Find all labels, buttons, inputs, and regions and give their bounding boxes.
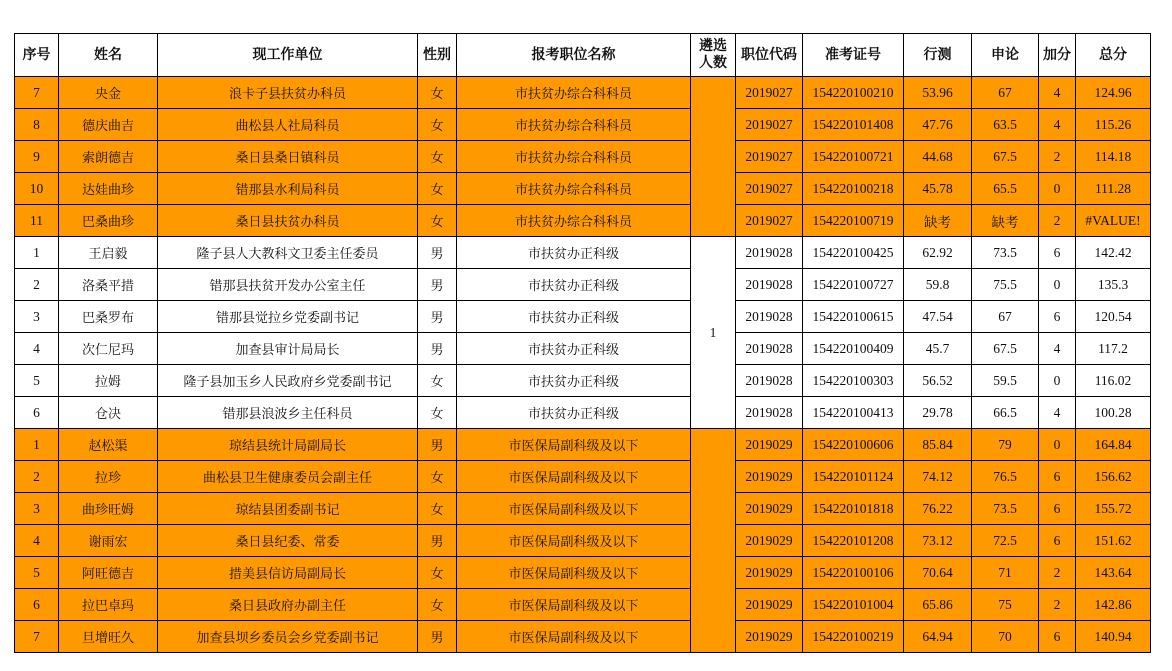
row-position: 市扶贫办正科级 — [457, 333, 691, 365]
row-position: 市扶贫办综合科科员 — [457, 205, 691, 237]
row-position-code: 2019029 — [736, 461, 803, 493]
row-workplace: 加查县坝乡委员会乡党委副书记 — [158, 621, 418, 653]
row-name: 仓决 — [59, 397, 158, 429]
row-ticket-number: 154220100615 — [803, 301, 904, 333]
row-position-code: 2019027 — [736, 141, 803, 173]
exam-results-table — [14, 33, 1151, 653]
row-position: 市扶贫办正科级 — [457, 365, 691, 397]
selection-count-cell — [691, 77, 736, 237]
row-essay-score: 63.5 — [972, 109, 1039, 141]
row-name: 阿旺德吉 — [59, 557, 158, 589]
row-aptitude-score: 缺考 — [904, 205, 972, 237]
row-gender: 女 — [418, 397, 457, 429]
row-aptitude-score: 64.94 — [904, 621, 972, 653]
row-essay-score: 70 — [972, 621, 1039, 653]
row-position: 市扶贫办综合科科员 — [457, 77, 691, 109]
row-index: 6 — [15, 397, 59, 429]
row-total: 143.64 — [1076, 557, 1151, 589]
row-aptitude-score: 45.7 — [904, 333, 972, 365]
row-ticket-number: 154220100721 — [803, 141, 904, 173]
table-row — [15, 301, 1151, 333]
row-position: 市扶贫办综合科科员 — [457, 109, 691, 141]
row-workplace: 桑日县扶贫办科员 — [158, 205, 418, 237]
row-gender: 女 — [418, 109, 457, 141]
row-position: 市扶贫办综合科科员 — [457, 173, 691, 205]
row-position-code: 2019028 — [736, 269, 803, 301]
row-position-code: 2019028 — [736, 333, 803, 365]
row-gender: 女 — [418, 141, 457, 173]
row-name: 次仁尼玛 — [59, 333, 158, 365]
row-workplace: 桑日县政府办副主任 — [158, 589, 418, 621]
row-position-code: 2019029 — [736, 525, 803, 557]
row-essay-score: 73.5 — [972, 493, 1039, 525]
table-row — [15, 589, 1151, 621]
row-name: 洛桑平措 — [59, 269, 158, 301]
row-position: 市医保局副科级及以下 — [457, 525, 691, 557]
row-name: 谢雨宏 — [59, 525, 158, 557]
row-position: 市医保局副科级及以下 — [457, 589, 691, 621]
row-position: 市医保局副科级及以下 — [457, 429, 691, 461]
row-bonus: 6 — [1039, 493, 1076, 525]
header-selection-line1: 遴选 — [699, 38, 727, 54]
row-position: 市医保局副科级及以下 — [457, 493, 691, 525]
row-position: 市医保局副科级及以下 — [457, 621, 691, 653]
row-workplace: 错那县水利局科员 — [158, 173, 418, 205]
row-position: 市扶贫办正科级 — [457, 237, 691, 269]
row-bonus: 2 — [1039, 141, 1076, 173]
row-gender: 女 — [418, 493, 457, 525]
row-position-code: 2019029 — [736, 493, 803, 525]
row-bonus: 0 — [1039, 173, 1076, 205]
row-gender: 男 — [418, 301, 457, 333]
row-aptitude-score: 85.84 — [904, 429, 972, 461]
row-gender: 女 — [418, 365, 457, 397]
row-aptitude-score: 74.12 — [904, 461, 972, 493]
row-name: 拉巴卓玛 — [59, 589, 158, 621]
row-index: 7 — [15, 621, 59, 653]
row-position-code: 2019029 — [736, 621, 803, 653]
row-essay-score: 59.5 — [972, 365, 1039, 397]
row-aptitude-score: 47.76 — [904, 109, 972, 141]
row-position-code: 2019027 — [736, 173, 803, 205]
header-essay: 申论 — [972, 34, 1039, 77]
header-position: 报考职位名称 — [457, 34, 691, 77]
row-workplace: 桑日县桑日镇科员 — [158, 141, 418, 173]
row-ticket-number: 154220100413 — [803, 397, 904, 429]
row-index: 4 — [15, 333, 59, 365]
row-ticket-number: 154220100719 — [803, 205, 904, 237]
row-bonus: 6 — [1039, 461, 1076, 493]
row-gender: 女 — [418, 589, 457, 621]
row-gender: 男 — [418, 429, 457, 461]
row-ticket-number: 154220100210 — [803, 77, 904, 109]
row-total: 142.42 — [1076, 237, 1151, 269]
row-name: 德庆曲吉 — [59, 109, 158, 141]
row-aptitude-score: 47.54 — [904, 301, 972, 333]
table-row — [15, 141, 1151, 173]
row-name: 拉姆 — [59, 365, 158, 397]
row-position-code: 2019028 — [736, 365, 803, 397]
row-total: 164.84 — [1076, 429, 1151, 461]
row-position-code: 2019029 — [736, 429, 803, 461]
header-total: 总分 — [1076, 34, 1151, 77]
row-gender: 男 — [418, 621, 457, 653]
row-ticket-number: 154220100303 — [803, 365, 904, 397]
row-essay-score: 79 — [972, 429, 1039, 461]
row-workplace: 曲松县人社局科员 — [158, 109, 418, 141]
row-position-code: 2019027 — [736, 205, 803, 237]
row-gender: 女 — [418, 77, 457, 109]
row-gender: 男 — [418, 269, 457, 301]
table-row — [15, 397, 1151, 429]
row-aptitude-score: 70.64 — [904, 557, 972, 589]
header-name: 姓名 — [59, 34, 158, 77]
header-row — [15, 34, 1151, 77]
row-gender: 女 — [418, 461, 457, 493]
row-bonus: 0 — [1039, 429, 1076, 461]
row-position-code: 2019027 — [736, 109, 803, 141]
row-gender: 男 — [418, 333, 457, 365]
row-aptitude-score: 29.78 — [904, 397, 972, 429]
row-gender: 女 — [418, 173, 457, 205]
row-ticket-number: 154220101004 — [803, 589, 904, 621]
table-row — [15, 365, 1151, 397]
row-total: 117.2 — [1076, 333, 1151, 365]
row-position: 市扶贫办正科级 — [457, 301, 691, 333]
row-position: 市扶贫办正科级 — [457, 269, 691, 301]
table-row — [15, 173, 1151, 205]
row-aptitude-score: 56.52 — [904, 365, 972, 397]
row-workplace: 隆子县加玉乡人民政府乡党委副书记 — [158, 365, 418, 397]
row-workplace: 曲松县卫生健康委员会副主任 — [158, 461, 418, 493]
row-name: 巴桑曲珍 — [59, 205, 158, 237]
row-aptitude-score: 73.12 — [904, 525, 972, 557]
row-name: 拉珍 — [59, 461, 158, 493]
row-workplace: 错那县浪波乡主任科员 — [158, 397, 418, 429]
row-essay-score: 75 — [972, 589, 1039, 621]
row-bonus: 6 — [1039, 525, 1076, 557]
row-total: 155.72 — [1076, 493, 1151, 525]
table-body — [15, 77, 1151, 653]
header-selection-count — [691, 34, 736, 77]
row-workplace: 措美县信访局副局长 — [158, 557, 418, 589]
row-index: 5 — [15, 557, 59, 589]
row-index: 2 — [15, 269, 59, 301]
table-row — [15, 525, 1151, 557]
row-essay-score: 67 — [972, 301, 1039, 333]
row-bonus: 6 — [1039, 621, 1076, 653]
row-index: 1 — [15, 429, 59, 461]
row-bonus: 6 — [1039, 301, 1076, 333]
row-index: 3 — [15, 493, 59, 525]
row-bonus: 4 — [1039, 397, 1076, 429]
row-position-code: 2019028 — [736, 397, 803, 429]
row-ticket-number: 154220100219 — [803, 621, 904, 653]
table-row — [15, 333, 1151, 365]
table-row — [15, 461, 1151, 493]
row-essay-score: 67 — [972, 77, 1039, 109]
row-aptitude-score: 65.86 — [904, 589, 972, 621]
row-index: 2 — [15, 461, 59, 493]
row-total: 120.54 — [1076, 301, 1151, 333]
row-essay-score: 76.5 — [972, 461, 1039, 493]
header-gender: 性别 — [418, 34, 457, 77]
row-name: 曲珍旺姆 — [59, 493, 158, 525]
header-bonus: 加分 — [1039, 34, 1076, 77]
table-row — [15, 237, 1151, 269]
row-ticket-number: 154220100218 — [803, 173, 904, 205]
row-essay-score: 71 — [972, 557, 1039, 589]
table-row — [15, 557, 1151, 589]
row-aptitude-score: 45.78 — [904, 173, 972, 205]
row-ticket-number: 154220100425 — [803, 237, 904, 269]
row-total: #VALUE! — [1076, 205, 1151, 237]
row-total: 116.02 — [1076, 365, 1151, 397]
row-total: 135.3 — [1076, 269, 1151, 301]
row-position-code: 2019028 — [736, 301, 803, 333]
table-row — [15, 205, 1151, 237]
row-essay-score: 75.5 — [972, 269, 1039, 301]
row-workplace: 错那县觉拉乡党委副书记 — [158, 301, 418, 333]
row-aptitude-score: 44.68 — [904, 141, 972, 173]
header-ticket-number: 准考证号 — [803, 34, 904, 77]
row-position: 市医保局副科级及以下 — [457, 557, 691, 589]
row-workplace: 桑日县纪委、常委 — [158, 525, 418, 557]
row-bonus: 4 — [1039, 77, 1076, 109]
table-row — [15, 269, 1151, 301]
row-ticket-number: 154220100606 — [803, 429, 904, 461]
row-position-code: 2019027 — [736, 77, 803, 109]
row-essay-score: 缺考 — [972, 205, 1039, 237]
row-bonus: 2 — [1039, 557, 1076, 589]
row-essay-score: 67.5 — [972, 141, 1039, 173]
row-position: 市医保局副科级及以下 — [457, 461, 691, 493]
row-bonus: 4 — [1039, 333, 1076, 365]
table-row — [15, 109, 1151, 141]
row-workplace: 加查县审计局局长 — [158, 333, 418, 365]
row-bonus: 0 — [1039, 269, 1076, 301]
table-row — [15, 493, 1151, 525]
row-ticket-number: 154220100106 — [803, 557, 904, 589]
row-index: 9 — [15, 141, 59, 173]
row-position-code: 2019029 — [736, 589, 803, 621]
row-bonus: 6 — [1039, 237, 1076, 269]
row-index: 4 — [15, 525, 59, 557]
row-name: 央金 — [59, 77, 158, 109]
row-ticket-number: 154220101818 — [803, 493, 904, 525]
row-bonus: 2 — [1039, 205, 1076, 237]
row-aptitude-score: 53.96 — [904, 77, 972, 109]
row-total: 124.96 — [1076, 77, 1151, 109]
header-position-code: 职位代码 — [736, 34, 803, 77]
table-row — [15, 621, 1151, 653]
header-workplace: 现工作单位 — [158, 34, 418, 77]
row-essay-score: 65.5 — [972, 173, 1039, 205]
row-index: 1 — [15, 237, 59, 269]
row-aptitude-score: 62.92 — [904, 237, 972, 269]
row-total: 140.94 — [1076, 621, 1151, 653]
row-workplace: 琼结县统计局副局长 — [158, 429, 418, 461]
table-row — [15, 429, 1151, 461]
selection-count-cell — [691, 429, 736, 653]
row-bonus: 2 — [1039, 589, 1076, 621]
row-name: 旦增旺久 — [59, 621, 158, 653]
header-selection-line2: 人数 — [699, 55, 727, 71]
row-position: 市扶贫办综合科科员 — [457, 141, 691, 173]
row-index: 8 — [15, 109, 59, 141]
row-index: 11 — [15, 205, 59, 237]
table-row — [15, 77, 1151, 109]
row-workplace: 隆子县人大教科文卫委主任委员 — [158, 237, 418, 269]
row-essay-score: 67.5 — [972, 333, 1039, 365]
selection-count-cell: 1 — [691, 237, 736, 429]
row-name: 巴桑罗布 — [59, 301, 158, 333]
row-index: 7 — [15, 77, 59, 109]
row-total: 115.26 — [1076, 109, 1151, 141]
row-essay-score: 72.5 — [972, 525, 1039, 557]
row-gender: 男 — [418, 525, 457, 557]
row-total: 114.18 — [1076, 141, 1151, 173]
row-index: 6 — [15, 589, 59, 621]
row-total: 156.62 — [1076, 461, 1151, 493]
row-name: 达娃曲珍 — [59, 173, 158, 205]
row-total: 100.28 — [1076, 397, 1151, 429]
row-aptitude-score: 76.22 — [904, 493, 972, 525]
row-gender: 女 — [418, 557, 457, 589]
row-ticket-number: 154220101208 — [803, 525, 904, 557]
row-ticket-number: 154220100409 — [803, 333, 904, 365]
row-essay-score: 73.5 — [972, 237, 1039, 269]
row-total: 111.28 — [1076, 173, 1151, 205]
row-workplace: 错那县扶贫开发办公室主任 — [158, 269, 418, 301]
row-bonus: 0 — [1039, 365, 1076, 397]
row-total: 142.86 — [1076, 589, 1151, 621]
row-ticket-number: 154220100727 — [803, 269, 904, 301]
row-aptitude-score: 59.8 — [904, 269, 972, 301]
row-gender: 男 — [418, 237, 457, 269]
row-position-code: 2019029 — [736, 557, 803, 589]
row-index: 3 — [15, 301, 59, 333]
header-aptitude-test: 行测 — [904, 34, 972, 77]
row-position: 市扶贫办正科级 — [457, 397, 691, 429]
row-essay-score: 66.5 — [972, 397, 1039, 429]
row-index: 10 — [15, 173, 59, 205]
row-name: 王启毅 — [59, 237, 158, 269]
row-position-code: 2019028 — [736, 237, 803, 269]
row-ticket-number: 154220101124 — [803, 461, 904, 493]
row-bonus: 4 — [1039, 109, 1076, 141]
row-workplace: 浪卡子县扶贫办科员 — [158, 77, 418, 109]
row-workplace: 琼结县团委副书记 — [158, 493, 418, 525]
row-index: 5 — [15, 365, 59, 397]
row-ticket-number: 154220101408 — [803, 109, 904, 141]
row-name: 赵松渠 — [59, 429, 158, 461]
header-index: 序号 — [15, 34, 59, 77]
row-gender: 女 — [418, 205, 457, 237]
row-name: 索朗德吉 — [59, 141, 158, 173]
row-total: 151.62 — [1076, 525, 1151, 557]
